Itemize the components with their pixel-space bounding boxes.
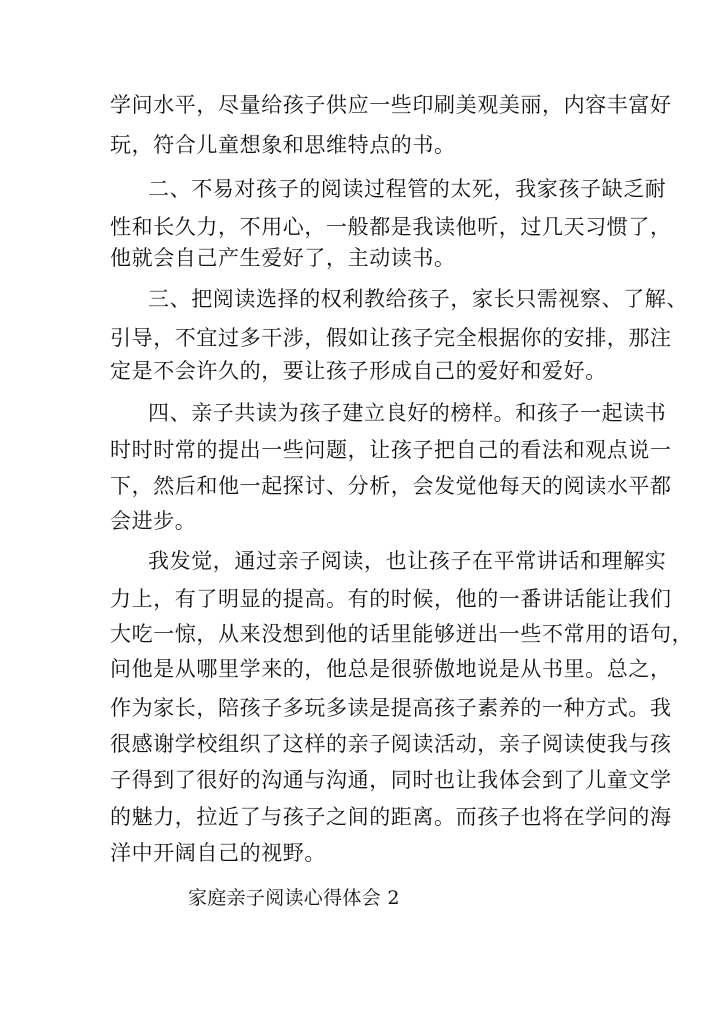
text-line: 引导，不宜过多干涉，假如让孩子完全根据你的安排，那注 (110, 326, 672, 350)
text-line: 学问水平，尽量给孩子供应一些印刷美观美丽，内容丰富好 (110, 93, 672, 117)
text-line: 二、不易对孩子的阅读过程管的太死，我家孩子缺乏耐 (148, 177, 667, 201)
text-line: 时时时常的提出一些问题，让孩子把自己的看法和观点说一 (110, 438, 672, 462)
text-line: 作为家长，陪孩子多玩多读是提高孩子素养的一种方式。我 (110, 696, 672, 720)
text-line: 问他是从哪里学来的，他总是很骄傲地说是从书里。总之， (110, 657, 672, 681)
text-line: 四、亲子共读为孩子建立良好的榜样。和孩子一起读书 (148, 401, 667, 425)
text-line: 他就会自己产生爱好了，主动读书。 (110, 246, 456, 270)
text-line: 力上，有了明显的提高。有的时候，他的一番讲话能让我们 (110, 587, 672, 611)
text-line: 很感谢学校组织了这样的亲子阅读活动，亲子阅读使我与孩 (110, 732, 672, 756)
text-line: 定是不会许久的，要让孩子形成自己的爱好和爱好。 (110, 359, 607, 383)
text-line: 性和长久力，不用心，一般都是我读他听，过几天习惯了， (110, 215, 672, 239)
text-line: 下，然后和他一起探讨、分析，会发觉他每天的阅读水平都 (110, 474, 672, 498)
text-line: 的魅力，拉近了与孩子之间的距离。而孩子也将在学问的海 (110, 805, 672, 829)
text-line: 三、把阅读选择的权利教给孩子，家长只需视察、了解、 (148, 287, 688, 311)
text-line: 我发觉，通过亲子阅读，也让孩子在平常讲话和理解实 (148, 549, 667, 573)
text-line: 洋中开阔自己的视野。 (110, 841, 326, 865)
text-line: 玩，符合儿童想象和思维特点的书。 (110, 133, 456, 157)
section-title: 家庭亲子阅读心得体会 2 (188, 887, 400, 909)
text-line: 会进步。 (110, 509, 197, 533)
text-line: 子得到了很好的沟通与沟通，同时也让我体会到了儿童文学 (110, 768, 672, 792)
text-line: 大吃一惊，从来没想到他的话里能够迸出一些不常用的语句， (110, 622, 694, 646)
